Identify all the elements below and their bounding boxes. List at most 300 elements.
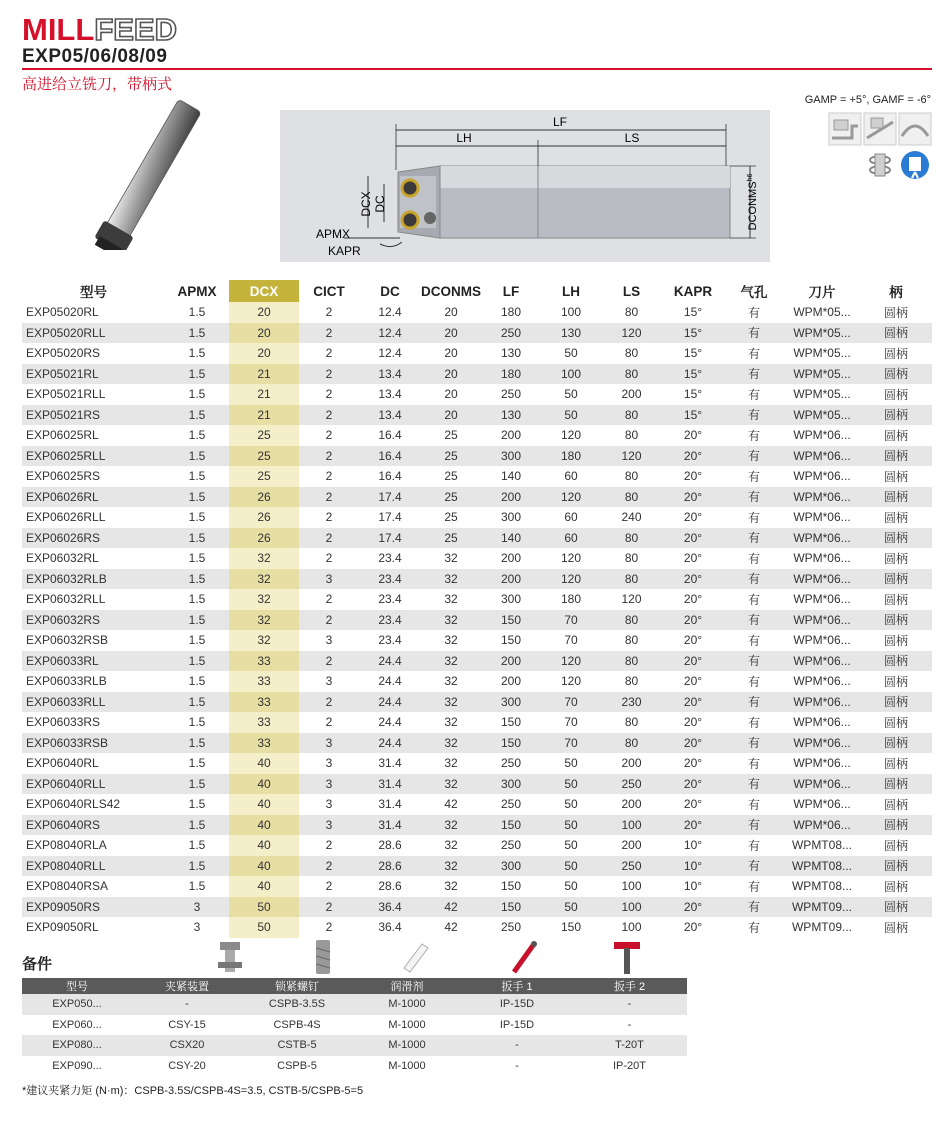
table-cell: 230 [601,692,662,713]
spare-parts-header [22,978,687,994]
table-row [22,876,932,897]
table-cell: 2 [299,323,359,344]
table-cell: 24.4 [359,733,421,754]
table-cell: 40 [229,753,299,774]
table-cell: 1.5 [165,774,229,795]
table-cell: 圆柄 [860,323,932,344]
table-cell: 13.4 [378,387,402,402]
table-cell: 25 [421,487,481,508]
table-cell: 80 [601,610,662,631]
parts-cell: M-1000 [388,1059,426,1072]
table-cell: WPM*06... [784,487,860,508]
table-cell: 圆柄 [883,551,908,566]
table-cell: 有 [724,528,784,549]
table-cell: 圆柄 [860,569,932,590]
table-cell: WPM*05... [784,364,860,385]
table-cell: 50 [564,879,578,894]
table-cell: 20° [683,633,703,648]
table-cell: 20 [421,364,481,385]
table-cell: 1.5 [165,364,229,385]
table-cell: 圆柄 [860,774,932,795]
table-cell: 16.4 [359,446,421,467]
parts-cell: IP-20T [612,1059,646,1072]
column-header: APMX [177,283,217,299]
table-cell: 1.5 [165,856,229,877]
table-cell: 250 [500,387,522,402]
table-row [22,384,932,405]
table-cell: 2 [299,405,359,426]
table-row [22,712,932,733]
table-cell: EXP06033RS [26,715,101,730]
table-cell: 17.4 [378,510,402,525]
table-cell: WPM*06... [784,774,860,795]
column-header: DCONMS [421,283,481,299]
parts-row [22,1056,687,1077]
table-cell: 20 [229,302,299,323]
parts-column-header: 锁紧螺钉 [242,978,352,994]
table-cell: EXP06032RL [26,551,99,566]
table-cell: 15° [662,405,724,426]
table-cell: 12.4 [378,305,402,320]
table-cell: 有 [747,510,760,525]
table-cell: 有 [724,364,784,385]
table-cell: 50 [564,756,578,771]
parts-cell: - [572,994,687,1015]
table-cell: 3 [299,733,359,754]
table-cell: 2 [325,592,333,607]
table-cell: 120 [560,428,582,443]
table-cell: 31.4 [378,797,402,812]
table-cell: 圆柄 [883,387,908,402]
column-header: KAPR [673,283,713,299]
table-cell: 180 [481,364,541,385]
table-cell: 80 [624,715,639,730]
table-cell: 20° [662,569,724,590]
parts-cell: - [627,1018,632,1031]
table-row [22,753,932,774]
table-cell: 3 [299,815,359,836]
parts-cell: IP-15D [462,994,572,1015]
table-cell: 13.4 [359,364,421,385]
table-cell: 有 [747,346,760,361]
table-cell: 3 [325,797,333,812]
parts-column-header: 扳手 1 [462,978,572,994]
end-mill-tool-image [60,100,240,250]
table-cell: WPM*06... [793,715,851,730]
table-cell: 100 [541,364,601,385]
dim-label-dc: DC [373,195,387,213]
table-cell: 200 [621,756,642,771]
table-cell: 250 [601,774,662,795]
table-cell: 15° [683,305,703,320]
table-cell: 1.5 [165,446,229,467]
dimension-drawing [280,110,770,262]
table-cell: 25 [421,528,481,549]
table-cell: 200 [621,797,642,812]
table-cell: 2 [325,838,333,853]
table-cell: 24.4 [378,674,402,689]
table-cell: 20° [683,920,703,935]
table-cell: 圆柄 [860,692,932,713]
table-cell: 100 [621,920,642,935]
table-cell: 120 [601,446,662,467]
table-cell: EXP06032RS [22,610,165,631]
table-cell: 有 [724,774,784,795]
table-cell: 32 [444,715,458,730]
table-cell: 有 [724,733,784,754]
column-header: DC [380,283,400,299]
table-cell: 2 [325,428,333,443]
table-cell: 圆柄 [883,592,908,607]
table-cell: 40 [229,835,299,856]
table-cell: 2 [325,346,333,361]
table-cell: 42 [444,920,458,935]
table-cell: 50 [564,838,578,853]
table-cell: 200 [621,387,642,402]
table-cell: 150 [481,733,541,754]
table-cell: 70 [541,610,601,631]
table-cell: 1.5 [165,733,229,754]
table-cell: WPM*05... [784,405,860,426]
table-cell: 20° [683,510,703,525]
table-row [22,548,932,569]
parts-column-header: 润滑剂 [352,978,462,994]
table-cell: EXP05020RL [26,305,99,320]
table-cell: 2 [299,610,359,631]
table-cell: 圆柄 [860,856,932,877]
table-cell: 200 [481,487,541,508]
table-cell: 140 [481,528,541,549]
table-cell: 2 [325,469,333,484]
table-row [22,343,932,364]
table-cell: 130 [541,323,601,344]
table-cell: 20° [683,797,703,812]
table-cell: 32 [421,692,481,713]
brand-logo-part1: MILL [22,12,95,47]
dim-label-lh: LH [456,131,472,145]
parts-cell: EXP060... [52,1018,102,1031]
table-cell: 20° [662,651,724,672]
table-cell: 1.5 [188,715,206,730]
table-cell: 120 [541,569,601,590]
table-cell: 1.5 [188,305,206,320]
table-cell: 60 [564,510,578,525]
table-cell: 80 [624,551,639,566]
table-cell: 120 [601,323,662,344]
table-cell: 圆柄 [883,756,908,771]
table-cell: 圆柄 [860,446,932,467]
table-cell: 21 [229,405,299,426]
table-cell: 50 [541,774,601,795]
table-cell: EXP06026RS [22,528,165,549]
table-cell: EXP06032RSB [26,633,109,648]
table-cell: 80 [601,651,662,672]
table-cell: 2 [299,446,359,467]
table-cell: 80 [624,346,639,361]
table-cell: 10° [683,838,703,853]
table-cell: 1.5 [165,405,229,426]
table-cell: 10° [662,856,724,877]
helical-interpolation-icon [863,148,897,182]
parts-cell: CSX20 [132,1035,242,1056]
table-cell: 300 [481,692,541,713]
table-cell: 25 [229,425,299,446]
table-cell: 32 [444,551,458,566]
table-cell: 80 [624,633,639,648]
table-cell: 24.4 [359,692,421,713]
table-cell: WPM*06... [784,733,860,754]
table-row [22,856,932,877]
table-cell: 1.5 [188,592,206,607]
table-cell: 25 [229,446,299,467]
table-cell: 33 [229,733,299,754]
table-cell: WPM*06... [793,510,851,525]
table-cell: 32 [444,756,458,771]
table-cell: 80 [601,405,662,426]
parts-cell: M-1000 [388,1018,426,1031]
table-cell: 20° [662,446,724,467]
table-cell: 23.4 [359,610,421,631]
table-cell: EXP06040RS [22,815,165,836]
table-cell: 80 [624,428,639,443]
table-cell: 12.4 [359,323,421,344]
table-cell: 15° [662,323,724,344]
table-cell: 20 [444,387,458,402]
column-header: LF [502,283,520,299]
table-row [22,671,932,692]
table-cell: 23.4 [378,633,402,648]
table-cell: 100 [601,897,662,918]
table-cell: 150 [481,610,541,631]
table-cell: 33 [229,651,299,672]
spare-parts-table [22,978,687,1076]
table-cell: 有 [724,692,784,713]
table-cell: 1.5 [188,797,206,812]
table-cell: 33 [229,671,299,692]
table-cell: 80 [624,674,639,689]
column-header: 气孔 [740,285,768,300]
table-cell: 20° [662,692,724,713]
table-cell: EXP05020RS [26,346,101,361]
table-cell: 13.4 [359,405,421,426]
table-cell: 80 [624,305,639,320]
table-cell: 2 [325,387,333,402]
table-row [22,794,932,815]
table-cell: 300 [481,774,541,795]
gamp-gamf-note: GAMP = +5°, GAMF = -6° [804,94,931,106]
table-cell: 21 [229,384,299,405]
table-row [22,487,932,508]
table-cell: 100 [621,879,642,894]
table-cell: WPM*06... [793,674,851,689]
table-cell: 140 [500,469,522,484]
table-cell: 3 [299,774,359,795]
table-row [22,364,932,385]
spec-table [22,280,932,938]
table-cell: 有 [724,569,784,590]
table-cell: 1.5 [188,674,206,689]
table-cell: 1.5 [165,692,229,713]
table-cell: 圆柄 [883,715,908,730]
table-cell: 20° [683,756,703,771]
table-cell: 300 [481,856,541,877]
table-cell: 有 [747,592,760,607]
parts-cell: CSY-20 [168,1059,206,1072]
table-row [22,630,932,651]
brand-logo [22,14,177,46]
table-cell: 有 [747,469,760,484]
table-cell: 60 [541,528,601,549]
table-cell: 36.4 [359,897,421,918]
table-cell: 250 [601,856,662,877]
spare-parts-title: 备件 [22,956,53,973]
table-cell: 150 [500,715,522,730]
table-cell: 2 [299,897,359,918]
table-cell: 40 [229,774,299,795]
table-cell: 2 [299,692,359,713]
spare-parts-icons [200,938,680,976]
table-cell: 1.5 [188,346,206,361]
table-cell: 31.4 [378,756,402,771]
table-cell: 25 [444,428,458,443]
table-cell: 1.5 [165,569,229,590]
table-row [22,651,932,672]
table-cell: EXP06040RL [26,756,99,771]
table-cell: 250 [500,838,522,853]
table-cell: 2 [325,920,333,935]
table-cell: 圆柄 [883,510,908,525]
table-cell: 20 [229,323,299,344]
operation-icons [828,112,932,184]
table-cell: 1.5 [188,469,206,484]
table-cell: WPM*06... [784,446,860,467]
table-cell: 有 [747,797,760,812]
table-cell: 2 [325,879,333,894]
table-cell: 有 [724,323,784,344]
table-cell: 2 [325,551,333,566]
table-cell: 有 [724,815,784,836]
table-cell: EXP06033RSB [22,733,165,754]
table-cell: 240 [621,510,642,525]
table-cell: 2 [325,305,333,320]
table-cell: 1.5 [165,323,229,344]
table-cell: 42 [444,797,458,812]
table-cell: 有 [724,856,784,877]
brand-logo-part2: FEED [94,12,177,47]
table-cell: 130 [481,405,541,426]
table-cell: EXP09050RL [26,920,99,935]
table-cell: 圆柄 [860,487,932,508]
table-cell: WPM*06... [793,633,851,648]
table-cell: 25 [229,466,299,487]
ramping-icon [863,112,897,146]
table-cell: 20° [662,610,724,631]
parts-cell: M-1000 [352,1035,462,1056]
table-row [22,815,932,836]
table-row [22,692,932,713]
table-cell: 圆柄 [860,651,932,672]
table-cell: 有 [747,305,760,320]
table-cell: 2 [299,487,359,508]
parts-cell: IP-15D [499,1018,535,1031]
table-cell: WPMT08... [784,856,860,877]
table-cell: 80 [601,733,662,754]
table-cell: 20° [683,592,703,607]
column-header: CICT [313,283,345,299]
table-cell: WPM*06... [784,651,860,672]
table-cell: 1.5 [165,815,229,836]
lock-screw-icon [316,940,330,974]
table-cell: 31.4 [359,774,421,795]
table-cell: 33 [229,712,299,733]
table-cell: 20° [683,428,703,443]
table-cell: 3 [325,756,333,771]
table-cell: 32 [229,548,299,569]
table-cell: 20 [421,405,481,426]
table-cell: 17.4 [359,528,421,549]
table-cell: 200 [500,674,522,689]
dim-label-ls: LS [624,131,640,145]
table-cell: WPM*06... [784,610,860,631]
table-cell: 32 [444,674,458,689]
table-cell: EXP06033RLB [26,674,107,689]
table-row [22,302,932,323]
table-cell: 300 [500,510,522,525]
dim-label-dconms: DCONMS [747,181,759,231]
table-cell: 1.5 [188,633,206,648]
table-cell: 32 [421,569,481,590]
table-cell: EXP05021RLL [26,387,106,402]
table-cell: WPMT09... [784,897,860,918]
table-cell: EXP09050RS [22,897,165,918]
table-cell: EXP06025RS [26,469,101,484]
table-cell: 20° [662,528,724,549]
table-cell: WPM*05... [793,305,851,320]
table-cell: 32 [421,815,481,836]
table-cell: 圆柄 [860,364,932,385]
table-cell: 3 [193,920,201,935]
table-cell: 25 [421,446,481,467]
table-row [22,835,932,856]
parts-column-header: 型号 [22,978,132,994]
table-cell: 50 [541,405,601,426]
table-cell: 圆柄 [860,610,932,631]
table-cell: 25 [444,510,458,525]
column-header: LH [562,283,580,299]
table-cell: 有 [747,715,760,730]
table-cell: 180 [500,305,522,320]
dim-label-kapr: KAPR [328,244,361,258]
parts-cell: - [132,994,242,1015]
table-cell: 70 [564,715,578,730]
profiling-icon [898,112,932,146]
table-cell: 50 [541,897,601,918]
table-cell: EXP06033RL [22,651,165,672]
table-cell: 有 [724,897,784,918]
table-cell: 有 [747,633,760,648]
table-cell: 200 [621,838,642,853]
table-cell: 1.5 [165,651,229,672]
table-cell: 50 [564,346,578,361]
table-cell: 150 [500,633,522,648]
table-cell: 2 [299,528,359,549]
table-cell: 1.5 [165,528,229,549]
table-cell: 20° [662,733,724,754]
table-cell: 80 [601,569,662,590]
table-cell: WPMT09... [791,920,852,935]
table-cell: 80 [624,469,639,484]
table-cell: 50 [229,897,299,918]
